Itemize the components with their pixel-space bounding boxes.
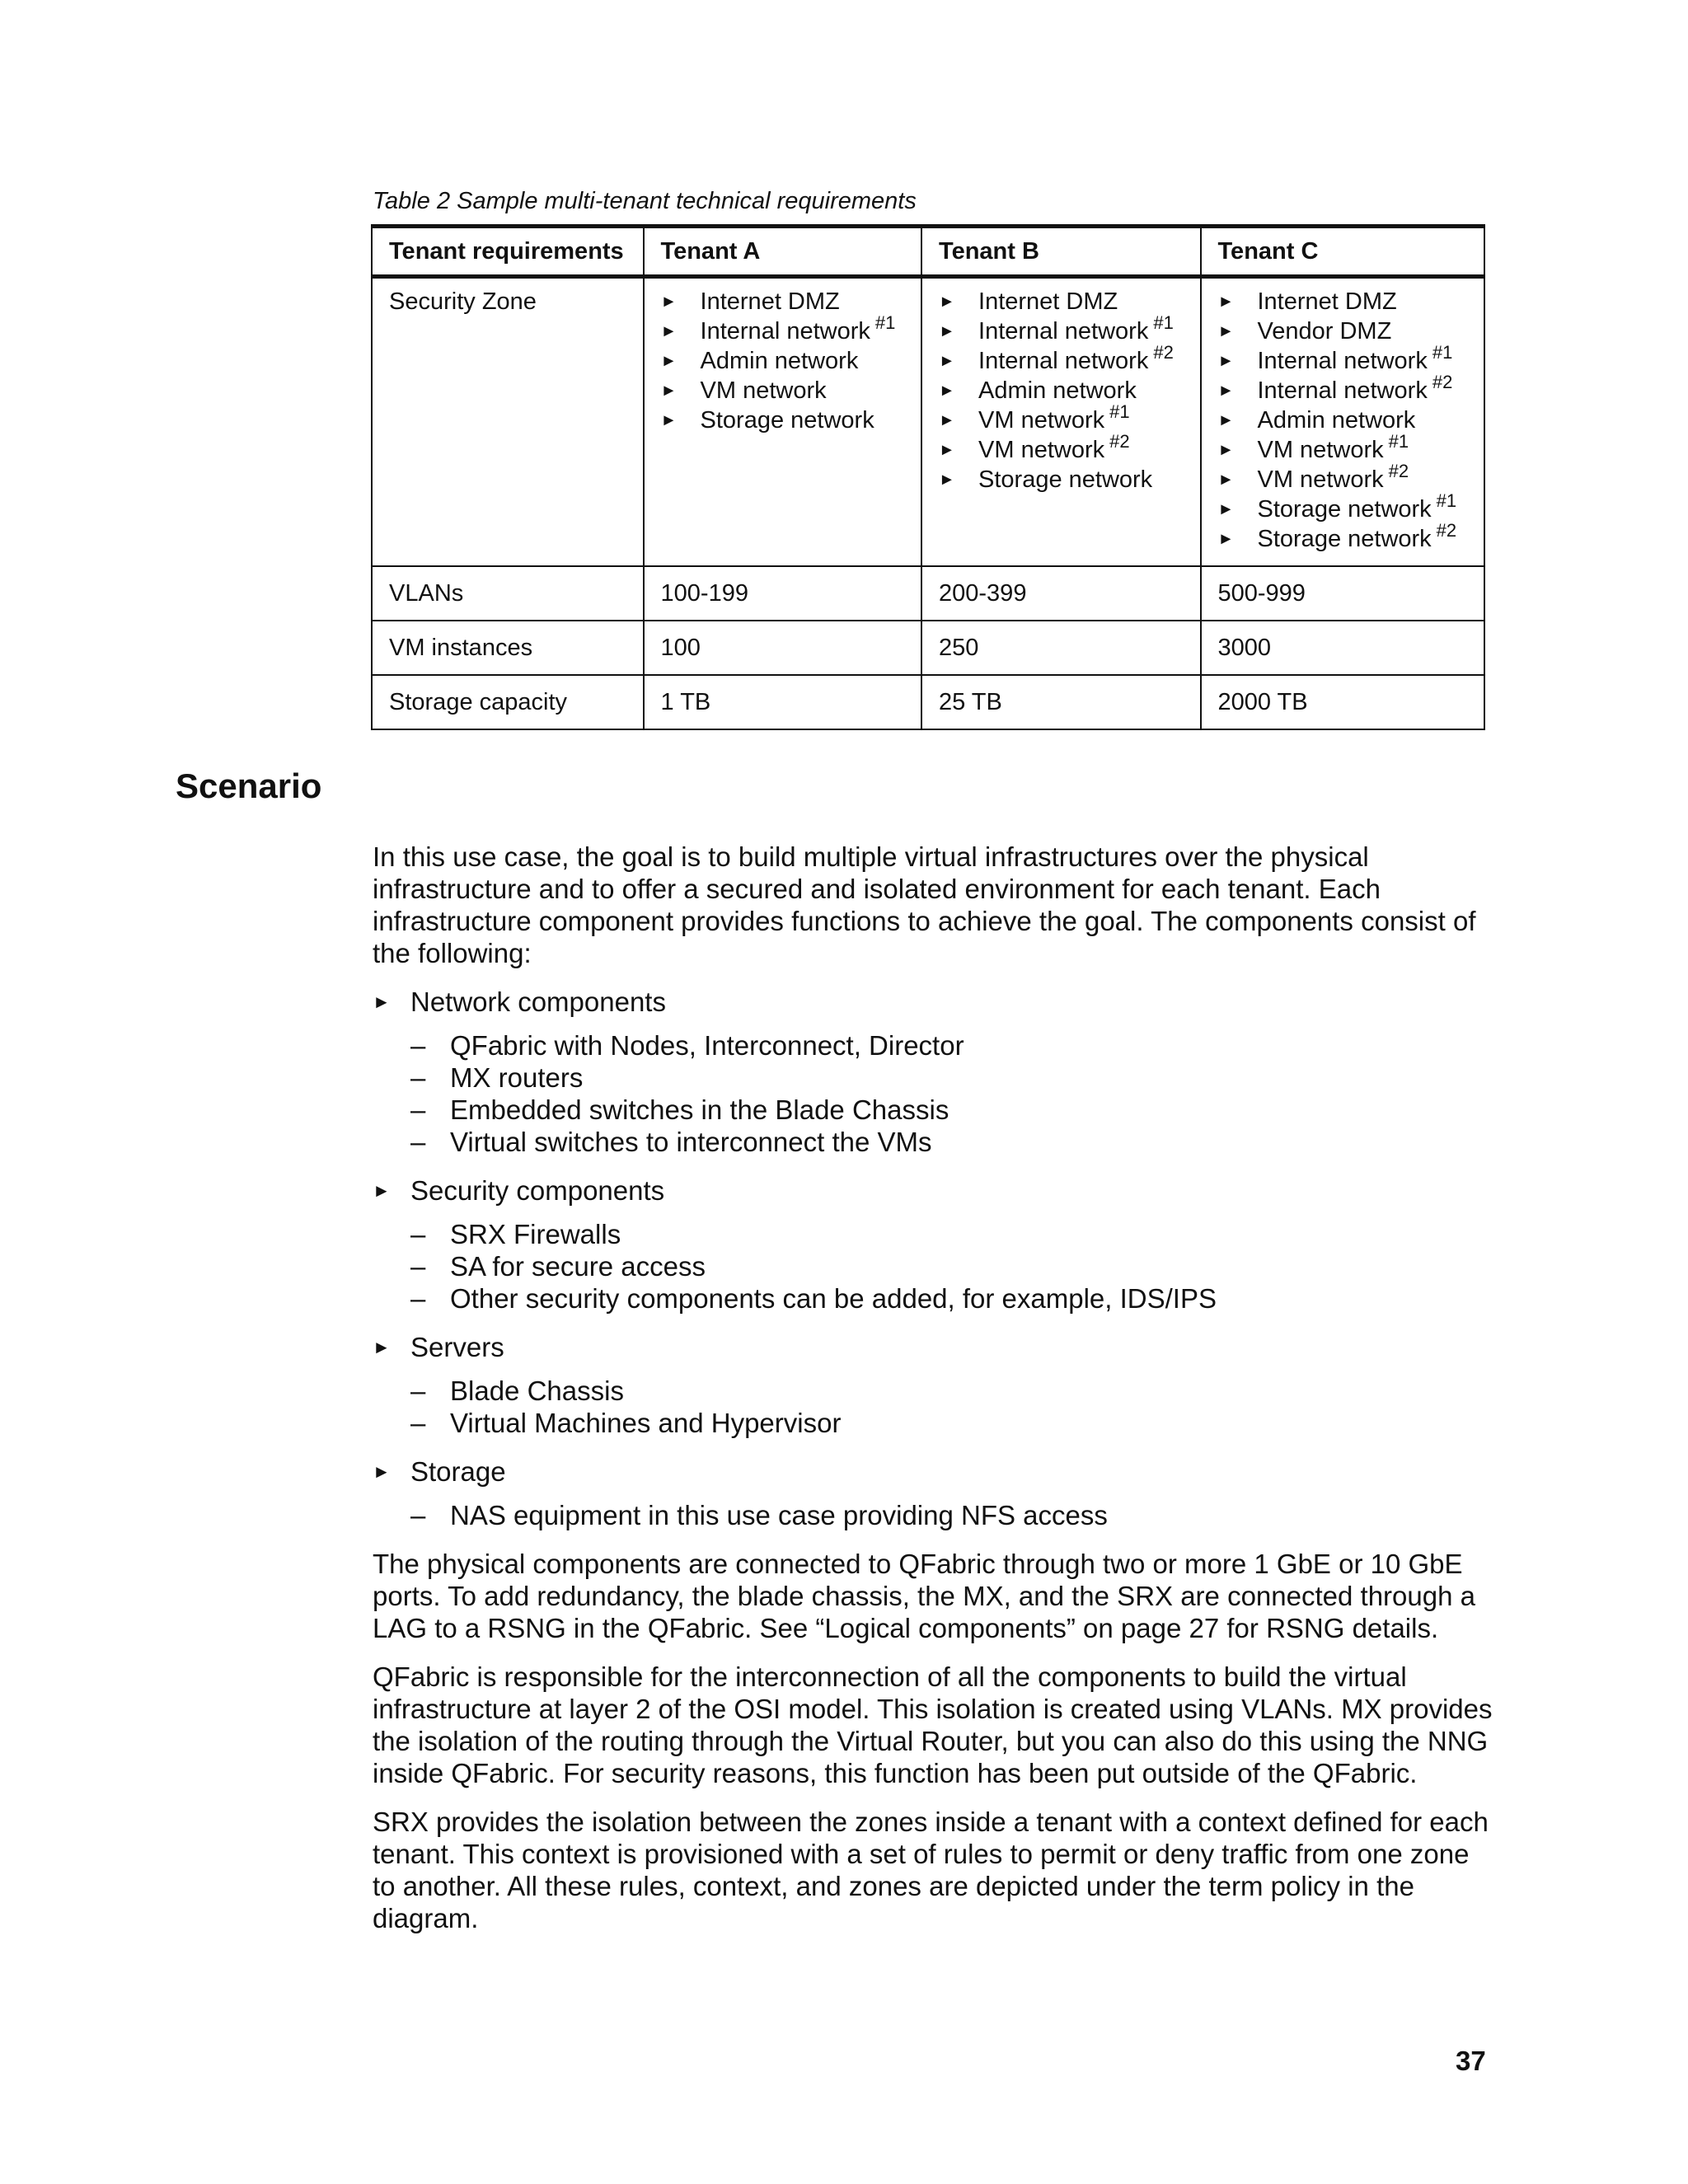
table-cell: 500-999	[1201, 566, 1485, 621]
zone-label: Internal network	[978, 348, 1149, 374]
component-item	[373, 1282, 1493, 1315]
zone-label: Vendor DMZ	[1257, 318, 1392, 344]
zone-item	[939, 376, 1184, 405]
zone-label: Internet DMZ	[978, 288, 1118, 315]
triangle-bullet-icon: ►	[660, 352, 678, 370]
triangle-bullet-icon: ►	[1217, 293, 1235, 311]
component-item-label: SA for secure access	[450, 1251, 706, 1282]
dash-bullet-icon: –	[410, 1030, 426, 1061]
component-item	[373, 1062, 1493, 1094]
triangle-bullet-icon: ►	[373, 1461, 391, 1482]
zone-label: VM network	[978, 437, 1105, 463]
triangle-bullet-icon: ►	[939, 382, 955, 400]
component-item-label: Embedded switches in the Blade Chassis	[450, 1094, 950, 1125]
triangle-bullet-icon: ►	[1217, 322, 1235, 340]
triangle-bullet-icon: ►	[939, 411, 955, 429]
triangle-bullet-icon: ►	[1217, 500, 1235, 518]
dash-bullet-icon: –	[410, 1094, 426, 1125]
intro-paragraph: In this use case, the goal is to build multiple virtual infrastructures over the physical infrastructure and to offer a secured and isolated environment for each tenant. Each infrastructure component provides functions to achieve the goal. The components consist of the following:	[373, 841, 1476, 968]
component-item	[373, 1094, 1493, 1126]
tenant-c-zones-cell	[1201, 277, 1485, 567]
dash-bullet-icon: –	[410, 1127, 426, 1157]
table-cell: 200-399	[921, 566, 1200, 621]
triangle-bullet-icon: ►	[660, 411, 678, 429]
component-item-label: MX routers	[450, 1062, 584, 1093]
storage-capacity-row	[372, 675, 1484, 729]
zone-item	[1217, 520, 1470, 554]
vm-instances-row	[372, 621, 1484, 675]
component-sublist	[373, 1218, 1493, 1315]
table-cell: 100-199	[644, 566, 921, 621]
triangle-bullet-icon: ►	[1217, 352, 1235, 370]
security-zone-row	[372, 277, 1484, 567]
triangle-bullet-icon: ►	[939, 293, 955, 311]
zone-label: Admin network	[1257, 407, 1416, 434]
zone-label: Admin network	[978, 377, 1137, 404]
component-item-label: SRX Firewalls	[450, 1219, 621, 1249]
body-text	[373, 841, 1493, 1951]
zone-item	[1217, 372, 1470, 405]
dash-bullet-icon: –	[410, 1408, 426, 1438]
zone-item	[661, 346, 906, 376]
component-category	[373, 986, 1493, 1018]
paragraph-srx: SRX provides the isolation between the zones inside a tenant with a context defined for each tenant. This context is provisioned with a set of rules to permit or deny traffic from one zone to another. All these rules, context, and zones are depicted under the term policy in the diagram.	[373, 1807, 1489, 1933]
header-tenant-c: Tenant C	[1201, 227, 1485, 277]
dash-bullet-icon: –	[410, 1062, 426, 1093]
table-cell: 100	[644, 621, 921, 675]
zone-label: Internet DMZ	[700, 288, 840, 315]
component-item	[373, 1250, 1493, 1282]
zone-index: #1	[1432, 342, 1453, 363]
component-sublist	[373, 1375, 1493, 1439]
triangle-bullet-icon: ►	[1217, 441, 1235, 459]
component-item-label: Virtual switches to interconnect the VMs	[450, 1127, 932, 1157]
zone-label: Storage network	[1257, 526, 1432, 552]
zone-item	[661, 376, 906, 405]
dash-bullet-icon: –	[410, 1251, 426, 1282]
component-item-label: Virtual Machines and Hypervisor	[450, 1408, 842, 1438]
component-item-label: QFabric with Nodes, Interconnect, Director	[450, 1030, 964, 1061]
zone-index: #1	[1153, 312, 1174, 333]
component-sublist	[373, 1499, 1493, 1531]
components-list	[373, 986, 1493, 1531]
dash-bullet-icon: –	[410, 1219, 426, 1249]
paragraph-qfabric: QFabric is responsible for the interconnection of all the components to build the virtual infrastructure at layer 2 of the OSI model. This isolation is created using VLANs. MX provides the isolation of the routing through the Virtual Router, but you can also do this using the NNG inside QFabric. For security reasons, this function has been put outside of the QFabric.	[373, 1661, 1493, 1788]
triangle-bullet-icon: ►	[939, 471, 955, 489]
zone-item	[660, 312, 906, 346]
table-cell: 3000	[1201, 621, 1485, 675]
zone-item	[939, 431, 1184, 465]
triangle-bullet-icon: ►	[1217, 471, 1235, 489]
zone-label: Admin network	[700, 348, 859, 374]
zone-index: #2	[1436, 520, 1457, 541]
tenant-b-zone-list	[939, 287, 1184, 494]
component-item	[373, 1499, 1493, 1531]
zone-label: Internet DMZ	[1257, 288, 1397, 315]
table-cell: VM instances	[372, 621, 644, 675]
triangle-bullet-icon: ►	[660, 382, 678, 400]
component-category	[373, 1331, 1493, 1363]
dash-bullet-icon: –	[410, 1376, 426, 1406]
header-tenant-requirements: Tenant requirements	[372, 227, 644, 277]
table-cell: 25 TB	[921, 675, 1200, 729]
triangle-bullet-icon: ►	[1217, 530, 1235, 548]
triangle-bullet-icon: ►	[939, 441, 955, 459]
table-caption: Table 2 Sample multi-tenant technical requirements	[373, 188, 917, 214]
table-cell: VLANs	[372, 566, 644, 621]
component-item-label: Blade Chassis	[450, 1376, 624, 1406]
triangle-bullet-icon: ►	[1217, 382, 1235, 400]
zone-label: Internal network	[700, 318, 870, 344]
component-category-label: Storage	[410, 1456, 506, 1487]
zone-index: #1	[1109, 401, 1130, 422]
paragraph-physical: The physical components are connected to QFabric through two or more 1 GbE or 10 GbE ports. To add redundancy, the blade chassis, the MX, and the SRX are connected through a LAG to a RSNG in the QFabric. See “Logical components” on page 27 for RSNG details.	[373, 1549, 1475, 1643]
tenant-a-zones-cell	[644, 277, 921, 567]
dash-bullet-icon: –	[410, 1500, 426, 1530]
zone-item	[1218, 316, 1470, 346]
component-item	[373, 1126, 1493, 1158]
zone-item	[1217, 461, 1470, 494]
zone-index: #1	[1436, 490, 1457, 511]
zone-index: #2	[1109, 431, 1130, 452]
triangle-bullet-icon: ►	[1217, 411, 1235, 429]
header-tenant-b: Tenant B	[921, 227, 1200, 277]
zone-index: #2	[1432, 372, 1453, 392]
zone-item	[1217, 490, 1470, 524]
table-cell: 250	[921, 621, 1200, 675]
zone-label: VM network	[978, 407, 1105, 434]
zone-item	[939, 465, 1184, 494]
requirements-table	[371, 224, 1485, 730]
component-item	[373, 1029, 1493, 1062]
tenant-c-zone-list	[1218, 287, 1470, 554]
zone-label: Internal network	[1257, 377, 1428, 404]
component-category-label: Network components	[410, 987, 666, 1017]
table-cell: 1 TB	[644, 675, 921, 729]
triangle-bullet-icon: ►	[660, 293, 678, 311]
zone-item	[1217, 342, 1470, 376]
component-category-label: Servers	[410, 1332, 504, 1362]
zone-index: #2	[1388, 461, 1409, 481]
header-tenant-a: Tenant A	[644, 227, 921, 277]
component-item-label: Other security components can be added, for example, IDS/IPS	[450, 1283, 1217, 1314]
tenant-a-zone-list	[661, 287, 906, 435]
zone-label: VM network	[1257, 466, 1384, 493]
zone-label: VM network	[1257, 437, 1384, 463]
component-item	[373, 1218, 1493, 1250]
zone-item	[661, 405, 906, 435]
security-zone-label: Security Zone	[372, 277, 644, 567]
component-sublist	[373, 1029, 1493, 1158]
component-item-label: NAS equipment in this use case providing NFS access	[450, 1500, 1108, 1530]
triangle-bullet-icon: ►	[939, 322, 955, 340]
zone-item	[939, 287, 1184, 316]
zone-label: Storage network	[978, 466, 1153, 493]
triangle-bullet-icon: ►	[373, 991, 391, 1012]
component-category-label: Security components	[410, 1175, 665, 1206]
triangle-bullet-icon: ►	[939, 352, 955, 370]
zone-label: Internal network	[1257, 348, 1428, 374]
triangle-bullet-icon: ►	[373, 1180, 391, 1201]
table-header-row	[372, 227, 1484, 277]
component-item	[373, 1375, 1493, 1407]
table-cell: 2000 TB	[1201, 675, 1485, 729]
vlans-row	[372, 566, 1484, 621]
component-category	[373, 1455, 1493, 1488]
zone-item	[1218, 287, 1470, 316]
zone-item	[661, 287, 906, 316]
zone-label: Storage network	[700, 407, 874, 434]
zone-index: #1	[1388, 431, 1409, 452]
zone-index: #1	[874, 312, 896, 333]
zone-item	[1217, 431, 1470, 465]
zone-label: VM network	[700, 377, 827, 404]
page-number: 37	[1456, 2046, 1486, 2076]
zone-item	[939, 312, 1184, 346]
section-title: Scenario	[176, 766, 322, 805]
zone-item	[939, 342, 1184, 376]
zone-item	[939, 401, 1184, 435]
zone-label: Storage network	[1257, 496, 1432, 523]
triangle-bullet-icon: ►	[660, 322, 678, 340]
component-category	[373, 1174, 1493, 1207]
zone-label: Internal network	[978, 318, 1149, 344]
dash-bullet-icon: –	[410, 1283, 426, 1314]
table-cell: Storage capacity	[372, 675, 644, 729]
triangle-bullet-icon: ►	[373, 1337, 391, 1357]
zone-item	[1218, 405, 1470, 435]
component-item	[373, 1407, 1493, 1439]
zone-index: #2	[1153, 342, 1174, 363]
tenant-b-zones-cell	[921, 277, 1200, 567]
